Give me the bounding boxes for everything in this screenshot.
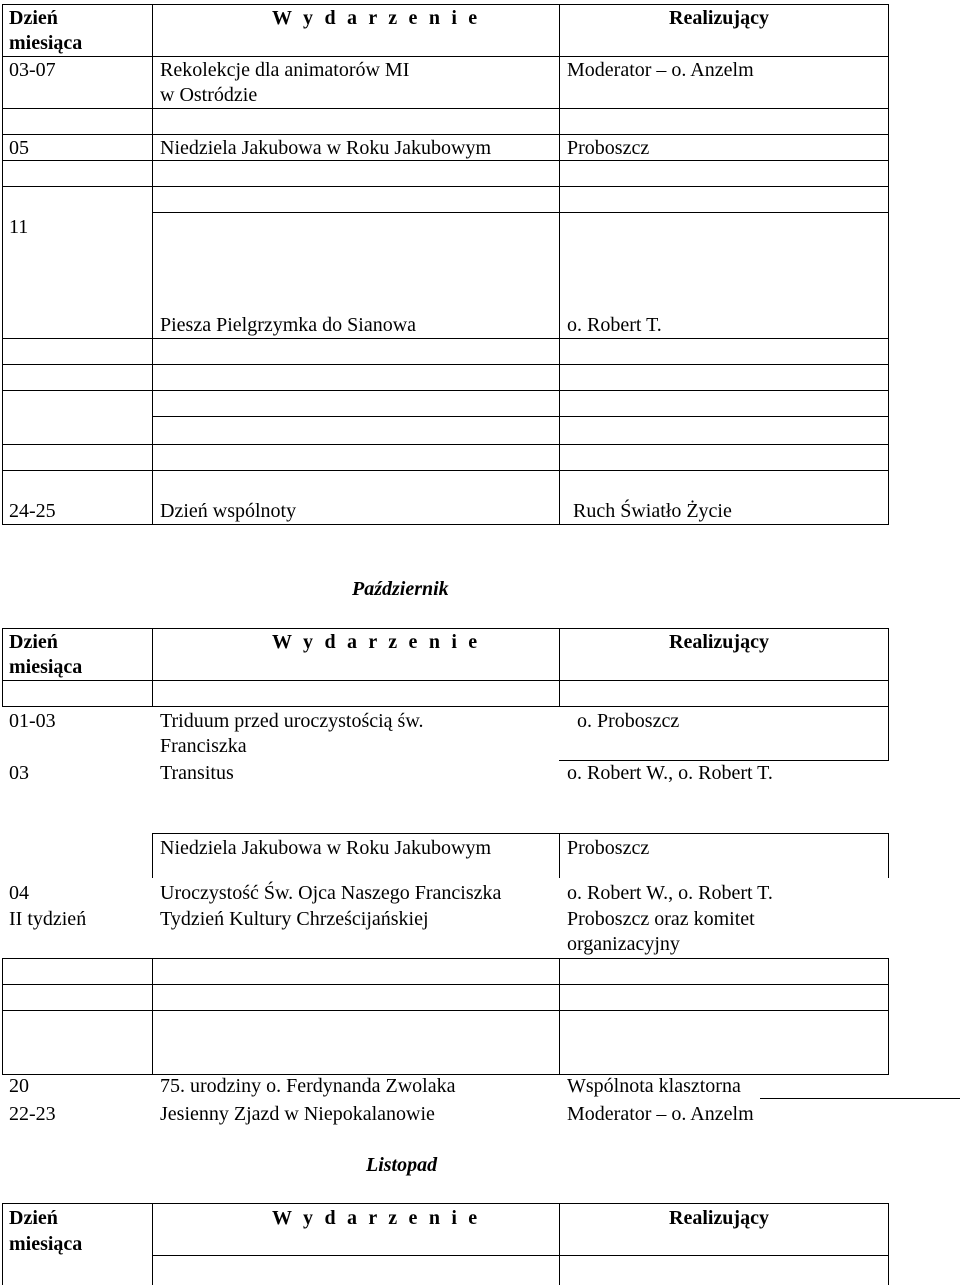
row-who: Proboszcz [567,137,650,159]
row-event-line2: w Ostródzie [160,84,258,106]
row-event: Rekolekcje dla animatorów MI [160,59,410,81]
row-event: Dzień wspólnoty [160,500,297,522]
row-who: o. Robert W., o. Robert T. [567,882,773,904]
row-event: Jesienny Zjazd w Niepokalanowie [160,1103,435,1125]
row-who: Wspólnota klasztorna [567,1075,741,1097]
month-heading: Październik [352,578,449,600]
row-day: 01-03 [9,710,56,732]
header-event: W y d a r z e n i e [272,631,481,653]
row-day: II tydzień [9,908,87,930]
row-who: Proboszcz oraz komitet [567,908,755,930]
header-day-line2: miesiąca [9,1233,83,1255]
row-day: 22-23 [9,1103,56,1125]
header-day-line2: miesiąca [9,32,83,54]
header-event: W y d a r z e n i e [272,7,481,29]
row-day: 03-07 [9,59,56,81]
header-day: Dzień [9,631,58,653]
row-event: 75. urodziny o. Ferdynanda Zwolaka [160,1075,456,1097]
row-event: Triduum przed uroczystością św. [160,710,424,732]
row-day: 03 [9,762,29,784]
row-who: o. Robert W., o. Robert T. [567,762,773,784]
row-event: Tydzień Kultury Chrześcijańskiej [160,908,429,930]
header-who: Realizujący [669,631,769,653]
row-event: Piesza Pielgrzymka do Sianowa [160,314,417,336]
header-day: Dzień [9,1207,58,1229]
row-event-line2: Franciszka [160,735,247,757]
month-heading: Listopad [366,1154,438,1176]
row-who: Moderator – o. Anzelm [567,1103,754,1125]
row-event: Transitus [160,762,234,784]
row-who: Ruch Światło Życie [573,500,732,522]
row-who: o. Proboszcz [577,710,680,732]
header-who: Realizujący [669,7,769,29]
header-day: Dzień [9,7,58,29]
row-day: 05 [9,137,29,159]
row-who: o. Robert T. [567,314,662,336]
header-event: W y d a r z e n i e [272,1207,481,1229]
row-who: Moderator – o. Anzelm [567,59,754,81]
row-day: 11 [9,216,29,238]
row-who: Proboszcz [567,837,650,859]
row-day: 20 [9,1075,29,1097]
row-day: 24-25 [9,500,56,522]
row-day: 04 [9,882,29,904]
row-who-line2: organizacyjny [567,933,680,955]
header-who: Realizujący [669,1207,769,1229]
row-event: Niedziela Jakubowa w Roku Jakubowym [160,137,492,159]
header-day-line2: miesiąca [9,656,83,678]
row-event: Uroczystość Św. Ojca Naszego Franciszka [160,882,502,904]
row-event: Niedziela Jakubowa w Roku Jakubowym [160,837,492,859]
